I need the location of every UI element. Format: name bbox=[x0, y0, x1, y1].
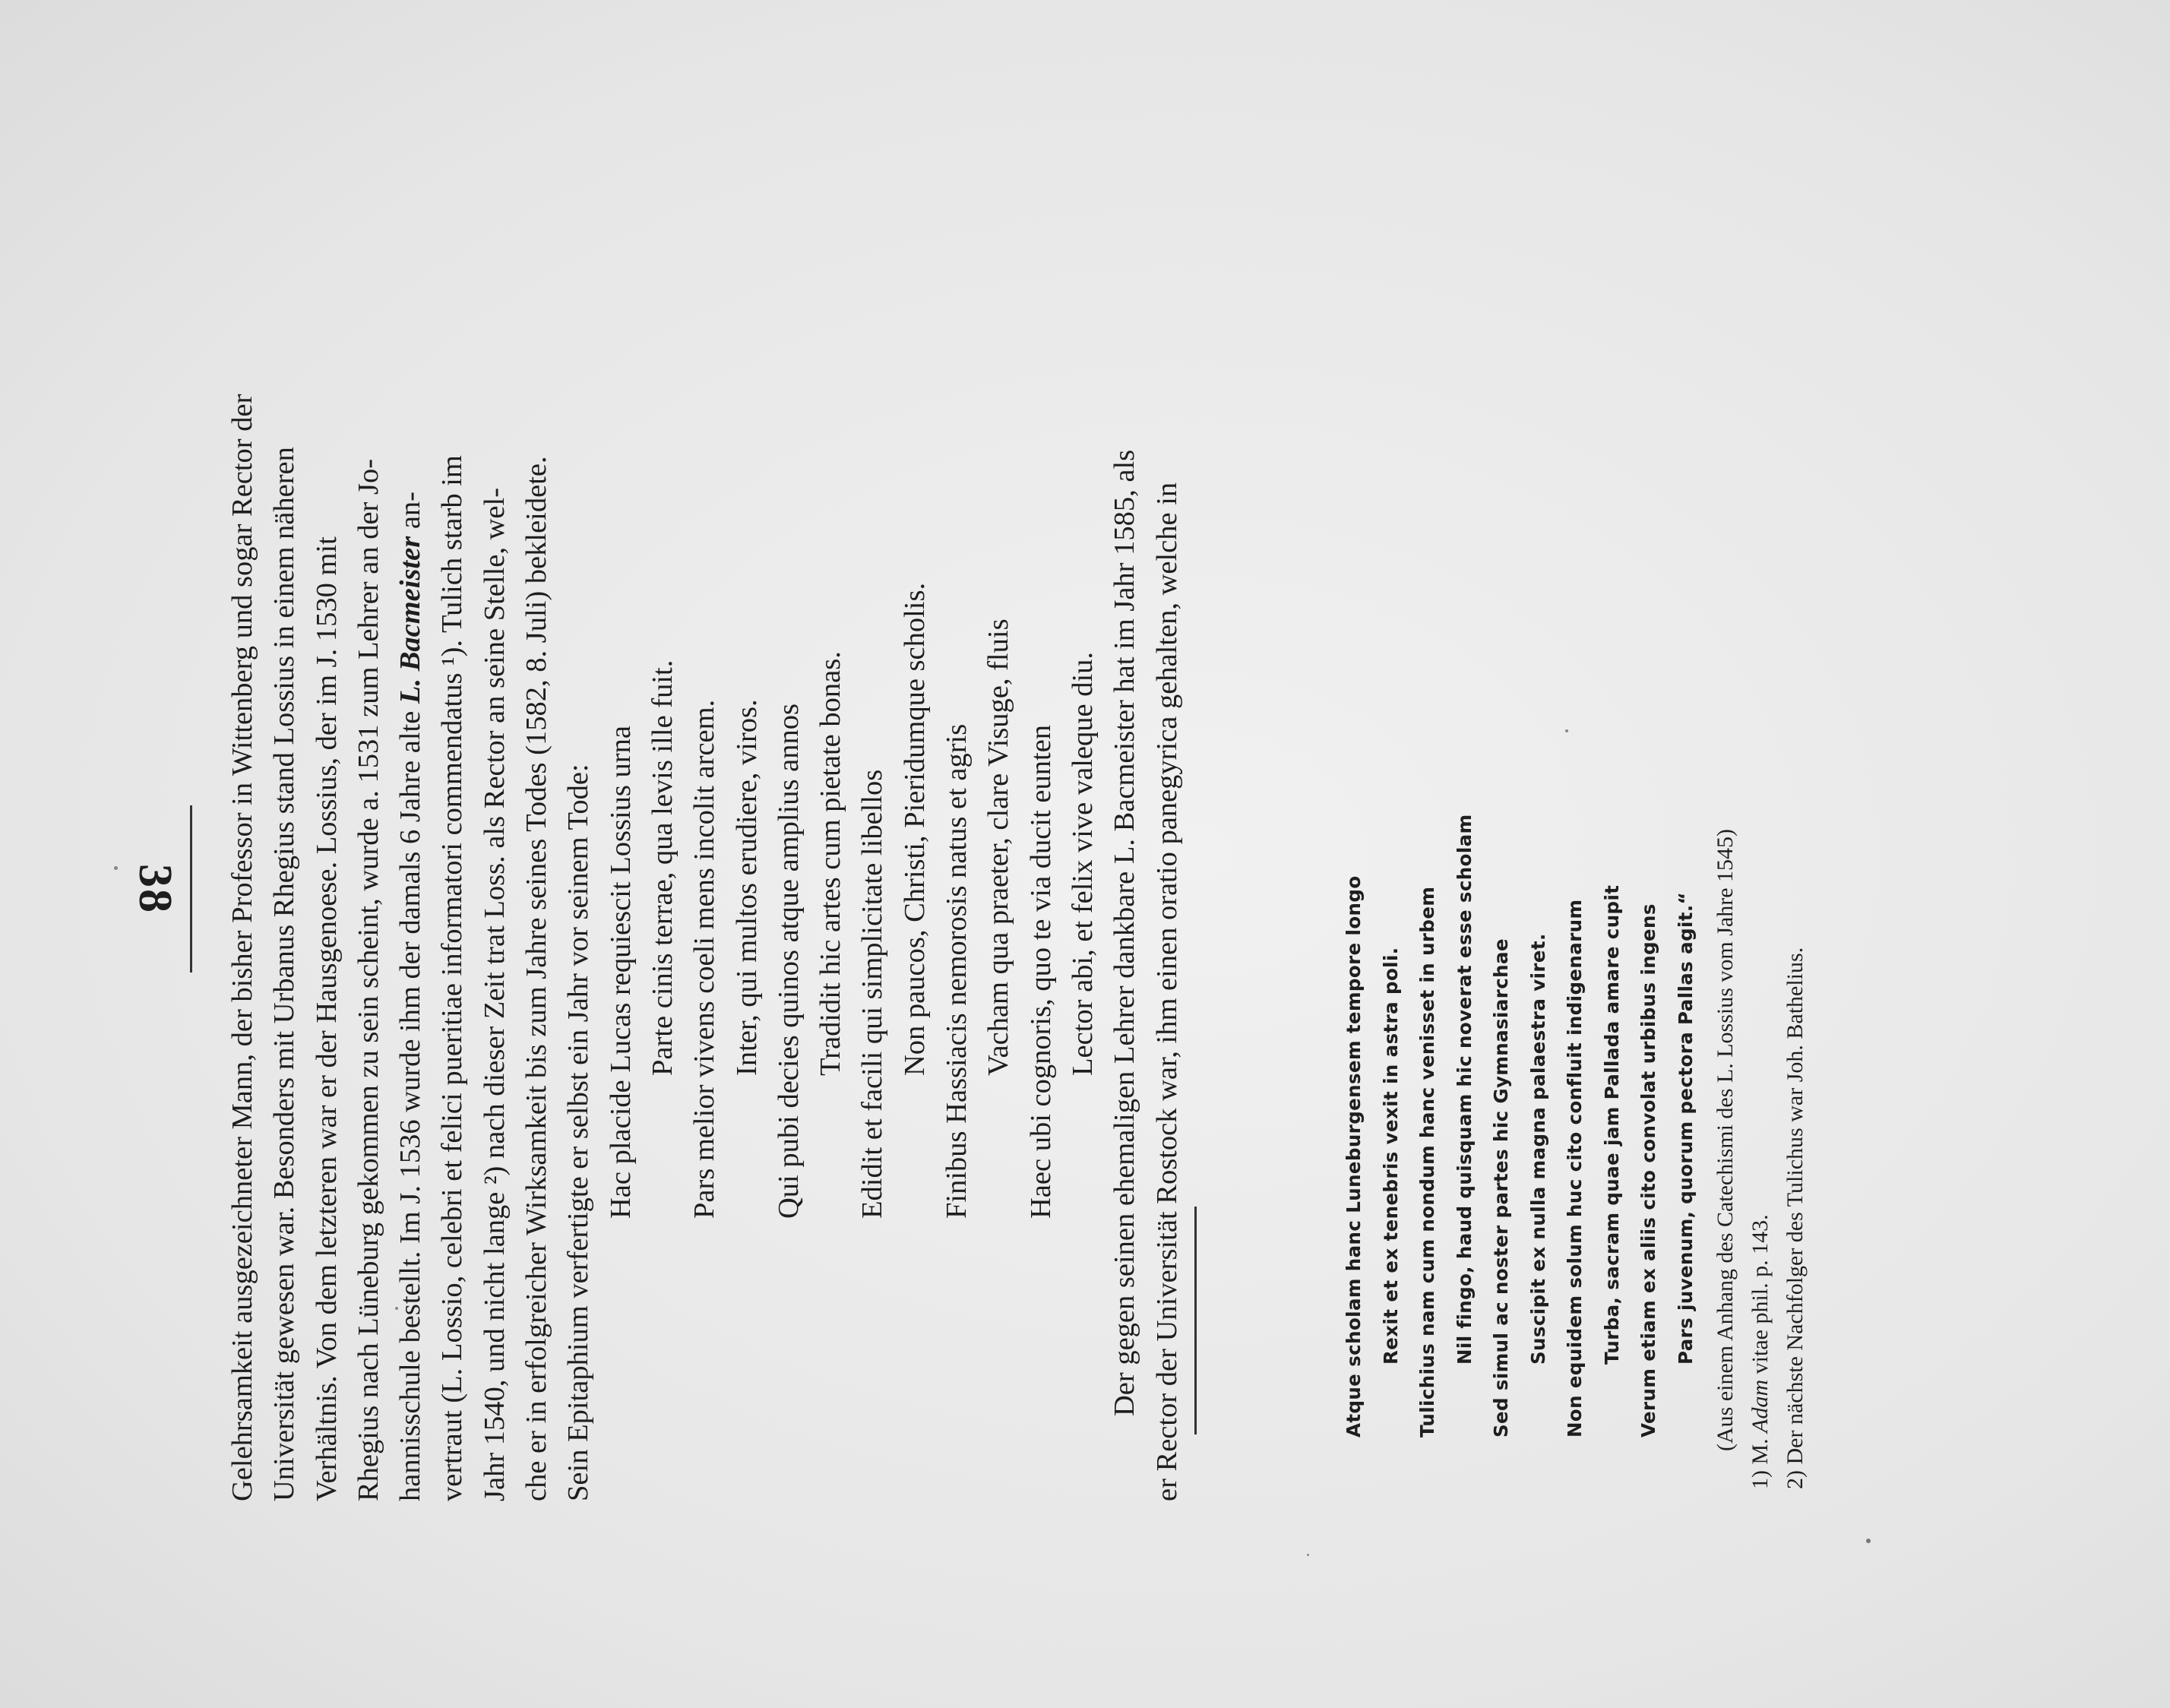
verse-line: Nil fingo, haud quisquam hic noverat esse scholam bbox=[1453, 814, 1476, 1365]
verse-line: Finibus Hassiacis nemorosis natus et agris bbox=[941, 723, 973, 1219]
verse-line: Turba, sacram quae jam Pallada amare cupit bbox=[1600, 884, 1623, 1365]
latin-panegyric-poem bbox=[1336, 222, 1704, 1438]
text-line: Rhegius nach Lüneburg gekommen zu sein scheint, wurde a. 1531 zum Lehrer an der Jo- bbox=[352, 458, 384, 1501]
verse-line: Pars juvenum, quorum pectora Pallas agit.“ bbox=[1674, 891, 1697, 1365]
page-number: 38 bbox=[129, 864, 181, 914]
text-line: Gelehrsamkeit ausgezeichneter Mann, der bisher Professor in Wittenberg und sogar Rector der bbox=[226, 394, 258, 1501]
paragraph-2 bbox=[1104, 195, 1188, 1501]
verse-line: Vacham qua praeter, clare Visuge, fluis bbox=[982, 618, 1015, 1076]
verse-line: Atque scholam hanc Luneburgensem tempore longo bbox=[1343, 875, 1365, 1438]
source-note: (Aus einem Anhang des Catechismi des L. Lossius vom Jahre 1545) bbox=[1713, 828, 1738, 1451]
verse-line: Verum etiam ex aliis cito convolat urbibus ingens bbox=[1637, 903, 1659, 1438]
verse-line: Qui pubi decies quinos atque amplius annos bbox=[772, 704, 805, 1219]
text-line: Verhältnis. Von dem letzteren war er der Hausgenoese. Lossius, der im J. 1530 mit bbox=[310, 536, 343, 1501]
verse-line: Non paucos, Christi, Pieridumque scholis. bbox=[898, 582, 931, 1076]
verse-line: Pars melior vivens coeli mens incolit arcem. bbox=[688, 699, 721, 1219]
bacmeister-name: L. Bacmeister bbox=[394, 536, 427, 704]
footnote-1 bbox=[1743, 243, 1778, 1535]
paragraph-1 bbox=[222, 195, 600, 1501]
footnotes bbox=[1708, 243, 1813, 1535]
verse-line: Hac placide Lucas requiescit Lossius urna bbox=[604, 726, 637, 1219]
epitaph-poem bbox=[600, 195, 1105, 1501]
verse-line: Parte cinis terrae, qua levis ille fuit. bbox=[646, 659, 679, 1076]
footnote-1-suffix: vitae phil. p. 143. bbox=[1748, 1214, 1773, 1380]
verse-line: Rexit et ex tenebris vexit in astra poli. bbox=[1379, 947, 1402, 1365]
text-line: Jahr 1540, und nicht lange ²) nach dieser Zeit trat Loss. als Rector an seine Stelle, wel- bbox=[478, 487, 511, 1501]
text-line: hannisschule bestellt. Im J. 1536 wurde ihm der damals 6 Jahre alte bbox=[394, 710, 427, 1501]
text-line-end: an- bbox=[394, 491, 427, 536]
footnote-2: 2) Der nächste Nachfolger des Tulichus war Joh. Bathelius. bbox=[1782, 947, 1808, 1489]
verse-line: Haec ubi cognoris, quo te via ducit eunten bbox=[1024, 724, 1057, 1219]
text-line: Der gegen seinen ehemaligen Lehrer dankbare L. Bacmeister hat im Jahr 1585, als bbox=[1109, 449, 1141, 1416]
verse-line: Non equidem solum huc cito confluit indigenarum bbox=[1564, 899, 1586, 1438]
text-line: che er in erfolgreicher Wirksamkeit bis zum Jahre seines Todes (1582, 8. Juli) bekleidete. bbox=[520, 456, 553, 1501]
footnote-1-prefix: 1) M. bbox=[1748, 1432, 1773, 1489]
verse-line: Inter, qui multos erudiere, viros. bbox=[730, 699, 763, 1076]
text-line: vertraut (L. Lossio, celebri et felici pueritiae informatori commendatus ¹). Tulich starb im bbox=[436, 455, 469, 1501]
text-line: Sein Epitaphium verfertigte er selbst ein Jahr vor seinem Tode: bbox=[562, 764, 595, 1501]
verse-line: Tradidit hic artes cum pietate bonas. bbox=[815, 651, 847, 1076]
footnote-1-italic: Adam bbox=[1748, 1379, 1773, 1433]
header-rule bbox=[190, 805, 192, 973]
text-line: Universität gewesen war. Besonders mit Urbanus Rhegius stand Lossius in einem näheren bbox=[268, 447, 301, 1501]
verse-line: Sed simul ac noster partes hic Gymnasiarchae bbox=[1490, 938, 1512, 1438]
verse-line: Suscipit ex nulla magna palaestra viret. bbox=[1526, 933, 1549, 1365]
main-text bbox=[222, 195, 1188, 1501]
verse-line: Lector abi, et felix vive valeque diu. bbox=[1066, 651, 1099, 1076]
text-line: er Rector der Universität Rostock war, ihm einen oratio panegyrica gehalten, welche in bbox=[1150, 482, 1183, 1501]
verse-line: Edidit et facili qui simplicitate libellos bbox=[856, 769, 889, 1219]
verse-line: Tulichius nam cum nondum hanc venisset in urbem bbox=[1416, 886, 1438, 1438]
footnote-separator bbox=[1194, 1207, 1197, 1434]
